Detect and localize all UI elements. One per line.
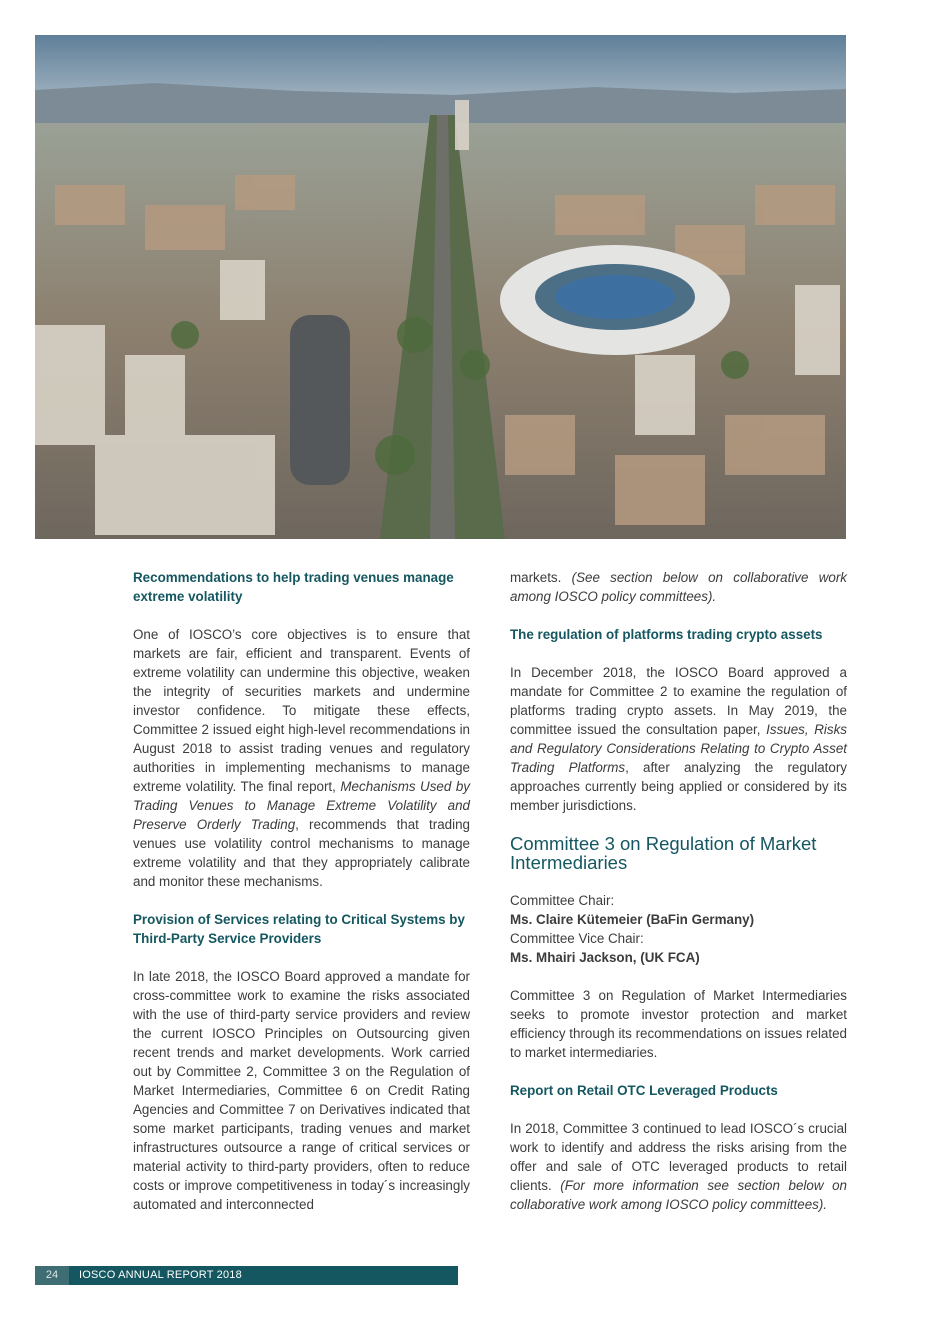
aerial-city-photo	[35, 35, 846, 539]
paragraph-crypto: In December 2018, the IOSCO Board approved a mandate for Committee 2 to examine the regulation of platforms trading crypto assets. In May 2019, the committee issued the consultation paper, Issues, Risks and Regulatory Considerations Relating to Crypto Asset Trading Platforms, after analyzing the regulatory approaches currently being applied or considered by its member jurisdictions.	[510, 665, 847, 813]
section-heading-committee-3: Committee 3 on Regulation of Market Intermediaries	[510, 833, 817, 873]
page-footer	[35, 1266, 458, 1285]
paragraph-third-party: In late 2018, the IOSCO Board approved a mandate for cross-committee work to examine the risks associated with the use of third-party service providers and review the current IOSCO Principles on Outsourcing given recent trends and market developments. Work carried out by Committee 2, Committee 3 on the Regulation of Market Intermediaries, Committee 6 on Credit Rating Agencies and Committee 7 on Derivatives indicated that some market participants, trading venues and market infrastructures outsource a range of critical services or material activity to third-party providers, often to reduce costs or improve competitiveness in today´s increasingly automated and interconnected	[133, 969, 470, 1212]
chair-label: Committee Chair:	[510, 893, 615, 908]
heading-crypto-platforms: The regulation of platforms trading crypto assets	[510, 627, 823, 642]
page-number: 24	[35, 1266, 69, 1285]
heading-third-party-services: Provision of Services relating to Critical Systems by Third-Party Service Providers	[133, 912, 465, 946]
heading-otc-products: Report on Retail OTC Leveraged Products	[510, 1083, 778, 1098]
paragraph-committee-3: Committee 3 on Regulation of Market Intermediaries seeks to promote investor protection and market efficiency through its recommendations on issues related to market intermediaries.	[510, 988, 847, 1060]
vice-chair-name: Ms. Mhairi Jackson, (UK FCA)	[510, 950, 700, 965]
chair-name: Ms. Claire Kütemeier (BaFin Germany)	[510, 912, 755, 927]
report-title: IOSCO ANNUAL REPORT 2018	[69, 1266, 458, 1285]
paragraph-volatility: One of IOSCO’s core objectives is to ensure that markets are fair, efficient and transparent. Events of extreme volatility can undermine this objective, weaken the integrity of securities markets and undermine investor confidence. To mitigate these effects, Committee 2 issued eight high-level recommendations in August 2018 to assist trading venues and regulatory authorities in implementing mechanisms to manage extreme volatility. The final report, Mechanisms Used by Trading Venues to Manage Extreme Volatility and Preserve Orderly Trading, recommends that trading venues use volatility control mechanisms to manage extreme volatility and that they appropriately calibrate and monitor these mechanisms.	[133, 627, 470, 889]
right-column	[510, 568, 847, 1214]
paragraph-continuation: markets. (See section below on collaborative work among IOSCO policy committees).	[510, 570, 847, 604]
paragraph-otc: In 2018, Committee 3 continued to lead IOSCO´s crucial work to identify and address the risks arising from the offer and sale of OTC leveraged products to retail clients. (For more information see section below on collaborative work among IOSCO policy committees).	[510, 1121, 847, 1212]
vice-chair-label: Committee Vice Chair:	[510, 931, 644, 946]
left-column	[133, 568, 470, 1214]
heading-volatility-recommendations: Recommendations to help trading venues manage extreme volatility	[133, 570, 454, 604]
